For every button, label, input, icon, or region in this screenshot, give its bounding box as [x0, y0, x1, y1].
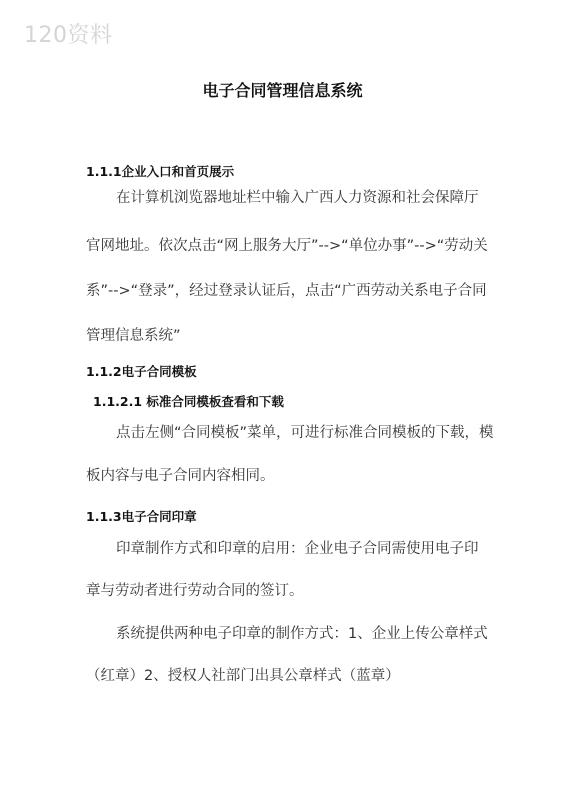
paragraph-line: 板内容与电子合同内容相同。 — [86, 468, 275, 484]
section-heading-1-1-1: 1.1.1企业入口和首页展示 — [86, 164, 235, 179]
paragraph-line: 点击左侧“合同模板”菜单，可进行标准合同模板的下载，模 — [116, 425, 494, 441]
section-heading-1-1-2: 1.1.2电子合同模板 — [86, 364, 197, 379]
paragraph-line: 系统提供两种电子印章的制作方式：1、企业上传公章样式 — [116, 626, 488, 642]
paragraph-line: 管理信息系统” — [86, 328, 181, 344]
subsection-heading-1-1-2-1: 1.1.2.1 标准合同模板查看和下载 — [93, 394, 284, 409]
paragraph-line: 章与劳动者进行劳动合同的签订。 — [86, 583, 304, 599]
watermark: 120资料 — [24, 23, 113, 48]
paragraph-line: 在计算机浏览器地址栏中输入广西人力资源和社会保障厅 — [116, 190, 479, 206]
paragraph-line: 印章制作方式和印章的启用：企业电子合同需使用电子印 — [116, 541, 479, 557]
paragraph-line: 系”-->“登录”，经过登录认证后，点击“广西劳动关系电子合同 — [86, 283, 487, 299]
paragraph-line: （红章）2、授权人社部门出具公章样式（蓝章） — [86, 668, 400, 684]
document-title: 电子合同管理信息系统 — [202, 81, 363, 100]
section-heading-1-1-3: 1.1.3电子合同印章 — [86, 509, 197, 524]
paragraph-line: 官网地址。依次点击“网上服务大厅”-->“单位办事”-->“劳动关 — [86, 238, 488, 254]
